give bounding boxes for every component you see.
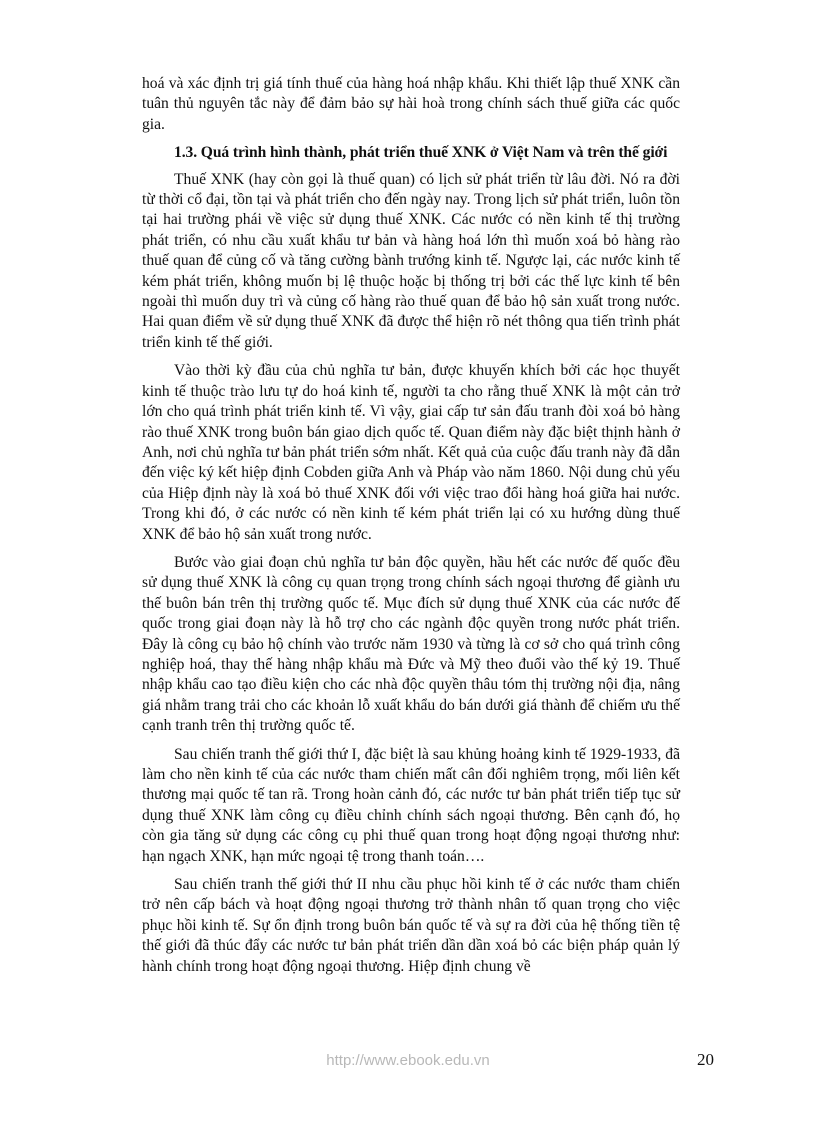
paragraph-5: Sau chiến tranh thế giới thứ II nhu cầu phục hồi kinh tế ở các nước tham chiến trở nên cấp bách và hoạt động ngoại thương trở thành nhân tố quan trọng cho việc phục hồi kinh tế. Sự ổn định trong buôn bán quốc tế và sự ra đời của hệ thống tiền tệ thế giới đã thúc đẩy các nước tư bản phát triển dần dần xoá bỏ các biện pháp quản lý hành chính trong hoạt động ngoại thương. Hiệp định chung về: [142, 876, 680, 975]
paragraph-4: Sau chiến tranh thế giới thứ I, đặc biệt là sau khủng hoảng kinh tế 1929-1933, đã làm cho nền kinh tế của các nước tham chiến mất cân đối nghiêm trọng, mối liên kết thương mại quốc tế tan rã. Trong hoàn cảnh đó, các nước tư bản phát triển tiếp tục sử dụng thuế XNK làm công cụ điều chỉnh chính sách ngoại thương. Bên cạnh đó, họ còn gia tăng sử dụng các công cụ phi thuế quan trong hoạt động ngoại thương như: hạn ngạch XNK, hạn mức ngoại tệ trong thanh toán….: [142, 745, 680, 865]
intro-paragraph: hoá và xác định trị giá tính thuế của hàng hoá nhập khẩu. Khi thiết lập thuế XNK cần tuân thủ nguyên tắc này để đảm bảo sự hài hoà trong chính sách thuế giữa các quốc gia.: [142, 75, 680, 133]
paragraph-1: Thuế XNK (hay còn gọi là thuế quan) có lịch sử phát triển từ lâu đời. Nó ra đời từ thời cổ đại, tồn tại và phát triển cho đến ngày nay. Trong lịch sử phát triển, luôn tồn tại hai trường phái về việc sử dụng thuế XNK. Các nước có nền kinh tế thị trường phát triển, có nhu cầu xuất khẩu tư bản và hàng hoá lớn thì muốn xoá bỏ hàng rào thuế quan để củng cố và tăng cường bành trướng kinh tế. Ngược lại, các nước kinh tế kém phát triển, không muốn bị lệ thuộc hoặc bị thống trị bởi các thế lực kinh tế bên ngoài thì muốn duy trì và củng cố hàng rào thuế quan để bảo hộ sản xuất trong nước. Hai quan điểm về sử dụng thuế XNK đã được thể hiện rõ nét thông qua tiến trình phát triển kinh tế thế giới.: [142, 170, 680, 351]
page-number: 20: [697, 1050, 714, 1069]
footer-url[interactable]: http://www.ebook.edu.vn: [326, 1052, 490, 1069]
section-heading: 1.3. Quá trình hình thành, phát triển thuế XNK ở Việt Nam và trên thế giới: [174, 144, 668, 162]
document-body: [142, 74, 680, 977]
paragraph-3: Bước vào giai đoạn chủ nghĩa tư bản độc quyền, hầu hết các nước đế quốc đều sử dụng thuế XNK là công cụ quan trọng trong chính sách ngoại thương để giành ưu thế buôn bán trên thị trường quốc tế. Mục đích sử dụng thuế XNK của các nước đế quốc trong giai đoạn này là hỗ trợ cho các ngành độc quyền trong nước phát triển. Đây là công cụ bảo hộ chính vào trước năm 1930 và từng là cơ sở cho quá trình công nghiệp hoá, thay thế hàng nhập khẩu mà Đức và Mỹ theo đuổi vào thế kỷ 19. Thuế nhập khẩu cao tạo điều kiện cho các nhà độc quyền thâu tóm thị trường nội địa, nâng giá nhằm trang trải cho các khoản lỗ xuất khẩu do bán dưới giá thành để chiếm ưu thế cạnh tranh trên thị trường quốc tế.: [142, 553, 680, 735]
paragraph-2: Vào thời kỳ đầu của chủ nghĩa tư bản, được khuyến khích bởi các học thuyết kinh tế thuộc trào lưu tự do hoá kinh tế, người ta cho rằng thuế XNK là một cản trở lớn cho quá trình phát triển kinh tế. Vì vậy, giai cấp tư sản đấu tranh đòi xoá bỏ hàng rào thuế XNK trong buôn bán giao dịch quốc tế. Quan điểm này đặc biệt thịnh hành ở Anh, nơi chủ nghĩa tư bản phát triển sớm nhất. Kết quả của cuộc đấu tranh này đã dẫn đến việc ký kết hiệp định Cobden giữa Anh và Pháp vào năm 1860. Nội dung chủ yếu của Hiệp định này là xoá bỏ thuế XNK đối với việc trao đổi hàng hoá giữa hai nước. Trong khi đó, ở các nước có nền kinh tế kém phát triển lại có xu hướng dùng thuế XNK để bảo hộ sản xuất trong nước.: [142, 362, 680, 543]
